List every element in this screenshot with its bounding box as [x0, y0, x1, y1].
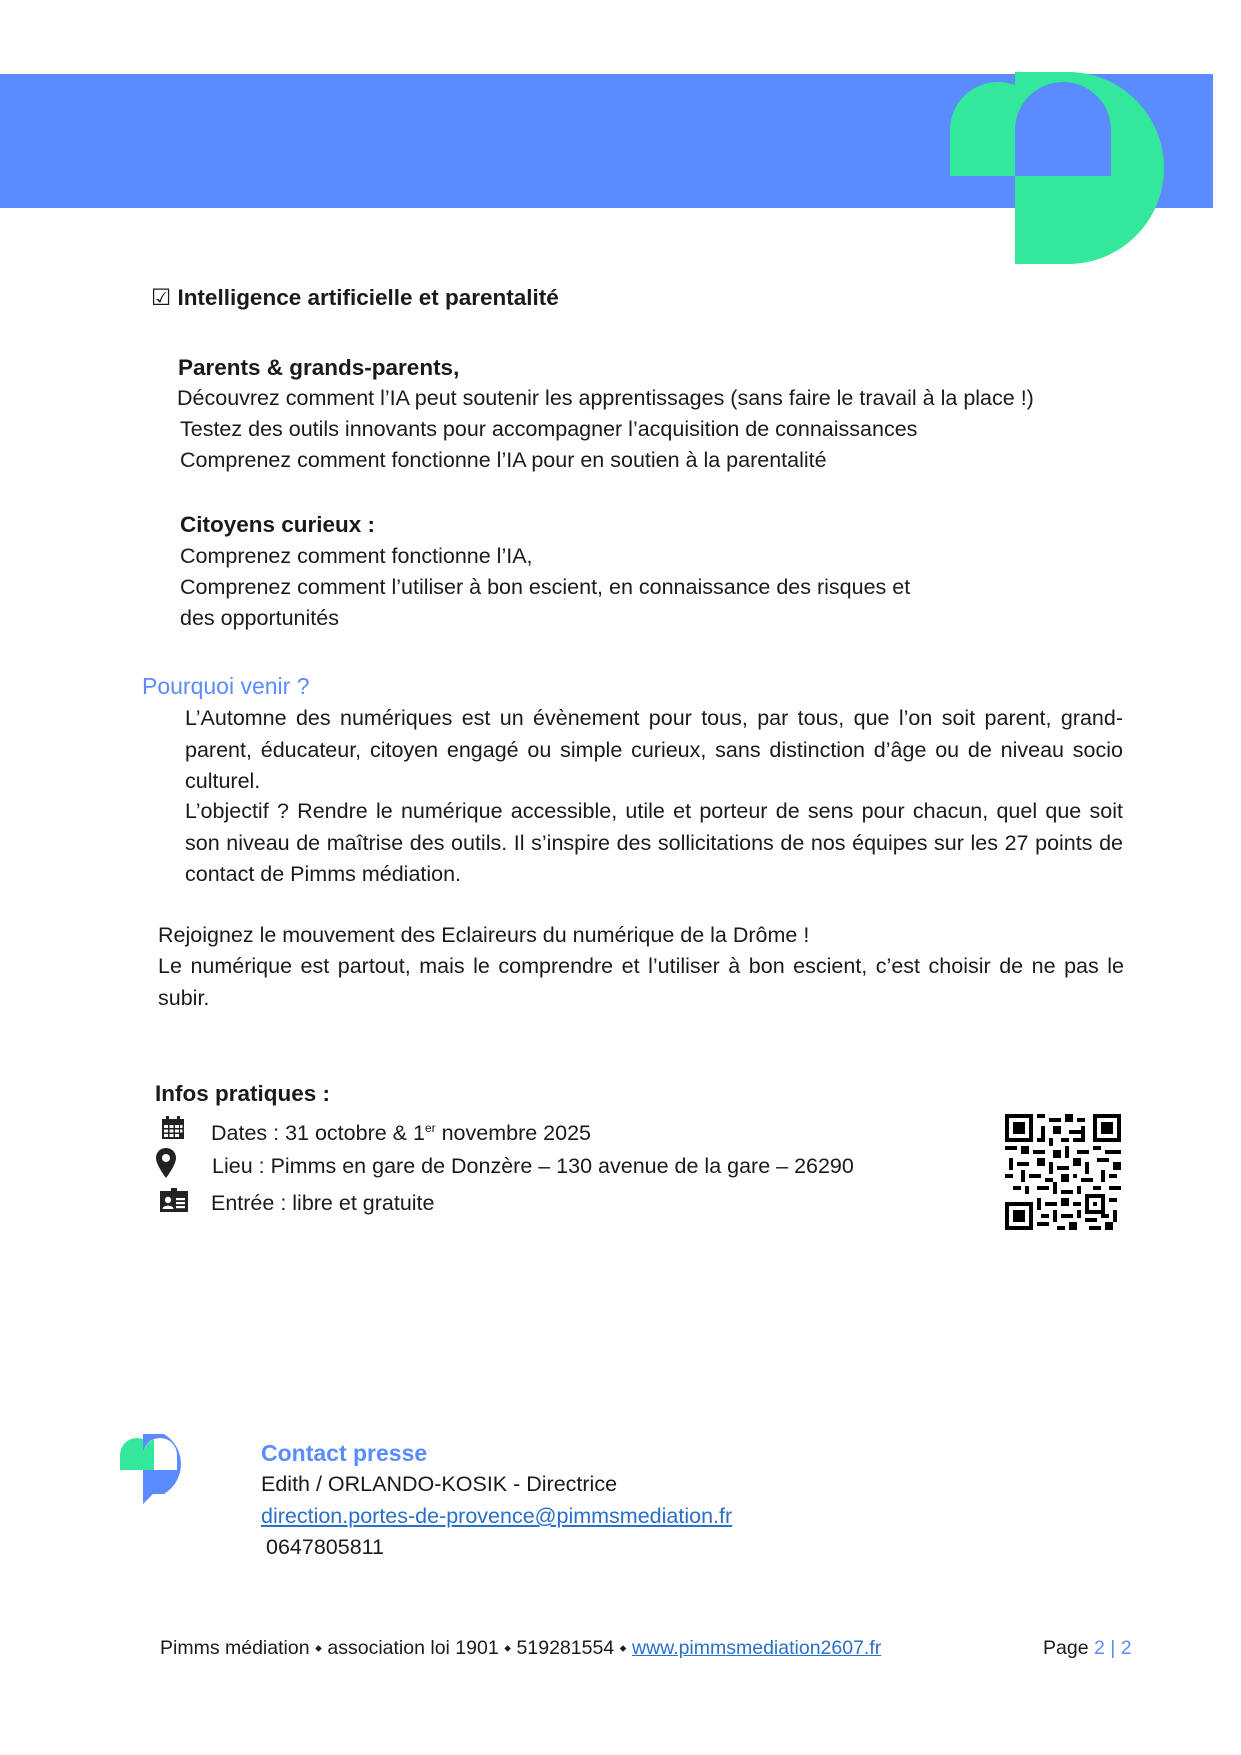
lieu-text: Lieu : Pimms en gare de Donzère – 130 avenue de la gare – 26290 [212, 1154, 854, 1178]
pimms-logo-icon [950, 72, 1180, 264]
entree-text: Entrée : libre et gratuite [211, 1191, 435, 1215]
checkbox-icon: ☑ [151, 285, 172, 310]
contact-heading: Contact presse [261, 1440, 428, 1466]
page-current: 2 [1093, 1637, 1105, 1659]
contact-phone: 0647805811 [266, 1535, 384, 1559]
footer-text: Pimms médiation ⬩ association loi 1901 ⬩ 519281554 ⬩ [160, 1637, 632, 1659]
section-title-text: Intelligence artificielle et parentalité [177, 285, 559, 310]
parents-line: Découvrez comment l’IA peut soutenir les apprentissages (sans faire le travail à la place !) [177, 386, 1034, 410]
citoyens-heading: Citoyens curieux : [180, 512, 376, 537]
pimms-logo-small-icon [120, 1434, 204, 1504]
contact-name: Edith / ORLANDO-KOSIK - Directrice [261, 1472, 618, 1496]
map-pin-icon [156, 1148, 176, 1178]
calendar-icon [160, 1115, 186, 1141]
page-number [1043, 1634, 1132, 1662]
footer-info [160, 1634, 881, 1662]
page-separator: | [1104, 1637, 1121, 1659]
dates-text [211, 1113, 591, 1150]
footer-website-link[interactable]: www.pimmsmediation2607.fr [632, 1637, 882, 1659]
infos-heading: Infos pratiques : [155, 1081, 331, 1106]
citoyens-line: Comprenez comment fonctionne l’IA, [180, 544, 533, 568]
page-total: 2 [1120, 1637, 1132, 1659]
id-card-icon [160, 1188, 188, 1212]
rejoignez-line: Rejoignez le mouvement des Eclaireurs du numérique de la Drôme ! [158, 923, 810, 947]
citoyens-line: Comprenez comment l’utiliser à bon escient, en connaissance des risques et [180, 575, 911, 599]
pourquoi-paragraph-1: L’Automne des numériques est un évènement pour tous, par tous, que l’on soit parent, grand-parent, éducateur, citoyen engagé ou simple curieux, sans distinction d’âge ou de niveau socio culturel. [185, 706, 1123, 793]
pourquoi-paragraph-2: L’objectif ? Rendre le numérique accessible, utile et porteur de sens pour chacun, quel que soit son niveau de maîtrise des outils. Il s’inspire des sollicitations de nos équipes sur les 27 points de contact de Pimms médiation. [185, 799, 1123, 886]
dates-prefix: Dates : 31 octobre & 1 [211, 1121, 425, 1146]
contact-email-link[interactable]: direction.portes-de-provence@pimmsmediation.fr [261, 1504, 733, 1528]
citoyens-line: des opportunités [180, 606, 339, 630]
parents-line: Comprenez comment fonctionne l’IA pour en soutien à la parentalité [180, 448, 827, 472]
pourquoi-heading: Pourquoi venir ? [142, 673, 310, 699]
rejoignez-paragraph: Le numérique est partout, mais le comprendre et l’utiliser à bon escient, c’est choisir de ne pas le subir. [158, 954, 1124, 1010]
parents-heading: Parents & grands-parents, [178, 355, 460, 380]
section-title [151, 282, 559, 314]
page-label: Page [1043, 1637, 1094, 1659]
dates-suffix: novembre 2025 [435, 1121, 591, 1146]
parents-line: Testez des outils innovants pour accompagner l’acquisition de connaissances [180, 417, 918, 441]
dates-sup: er [424, 1121, 436, 1135]
qr-code-icon[interactable] [1005, 1114, 1121, 1230]
